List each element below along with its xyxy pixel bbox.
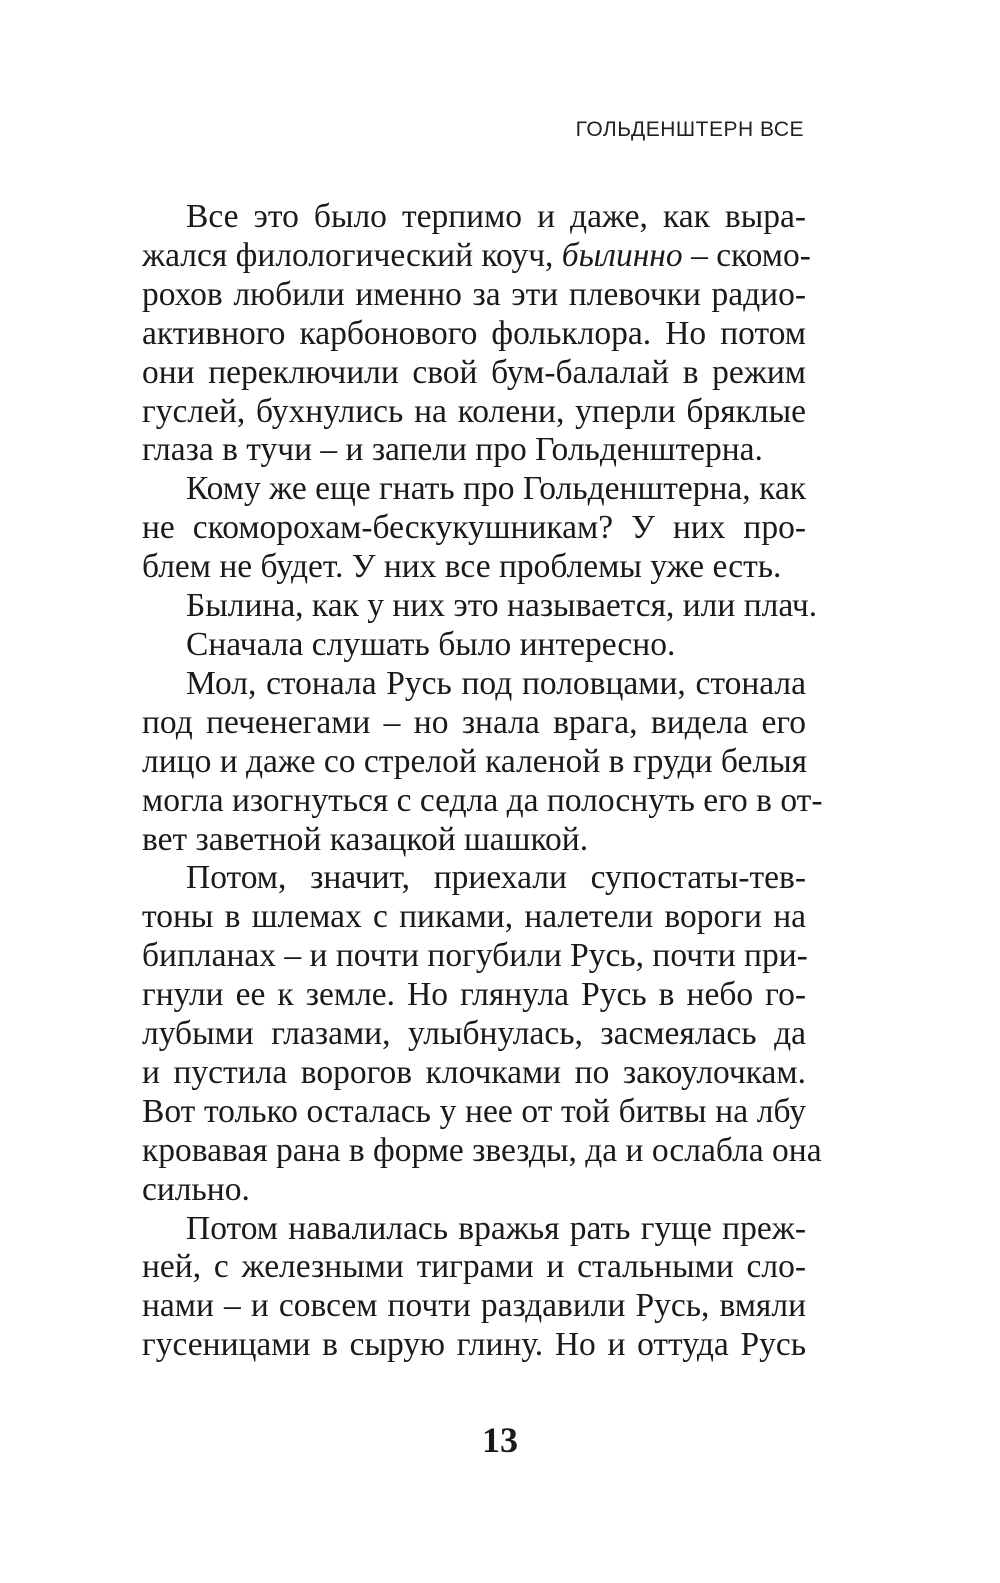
text-line: глаза в тучи – и запели про Гольденштерна.	[142, 431, 763, 469]
text-line: Сначала слушать было интересно.	[186, 625, 676, 663]
text-line: лубыми глазами, улыбнулась, засмеялась да	[142, 1015, 806, 1053]
text-line: они переключили свой бум-балалай в режим	[142, 353, 806, 391]
paragraph-3	[142, 587, 818, 626]
text-line: Кому же еще гнать про Гольденштерна, как	[186, 470, 806, 508]
running-head: ГОЛЬДЕНШТЕРН ВСЕ	[575, 118, 804, 141]
text-line: Все это было терпимо и даже, как выра-	[186, 198, 806, 235]
text-line: Потом навалилась вражья рать гуще преж-	[186, 1209, 806, 1247]
text-line: не скоморохам-бескукушникам? У них про-	[142, 509, 806, 547]
paragraph-6	[142, 859, 822, 1209]
text-line: гусеницами в сырую глину. Но и оттуда Русь	[142, 1326, 806, 1364]
text-line: ней, с железными тиграми и стальными сло-	[142, 1248, 806, 1286]
paragraph-4	[142, 626, 806, 665]
text-line: Былина, как у них это называется, или плач.	[186, 587, 818, 625]
text-line: гуслей, бухнулись на колени, уперли бряклые	[142, 392, 806, 430]
body-text	[142, 198, 823, 1365]
text-line: кровавая рана в форме звезды, да и ослабла она	[142, 1131, 822, 1169]
text-line: рохов любили именно за эти плевочки радио-	[142, 275, 806, 313]
text-line: вет заветной казацкой шашкой.	[142, 820, 589, 858]
text-line: Мол, стонала Русь под половцами, стонала	[186, 664, 806, 702]
text-line: Вот только осталась у нее от той битвы на лбу	[142, 1092, 806, 1130]
paragraph-5	[142, 664, 823, 860]
text-line: сильно.	[142, 1170, 250, 1208]
text-line: блем не будет. У них все проблемы уже есть.	[142, 548, 782, 586]
text-line: гнули ее к земле. Но глянула Русь в небо го-	[142, 976, 806, 1014]
paragraph-1	[142, 198, 811, 470]
text-line: под печенегами – но знала врага, видела его	[142, 703, 806, 741]
text-line-with-italic	[142, 236, 811, 276]
text-span: жался филологический коуч,	[142, 236, 562, 274]
text-line: бипланах – и почти погубили Русь, почти при-	[142, 937, 808, 975]
text-span: – скомо-	[682, 236, 811, 274]
text-line: могла изогнуться с седла да полоснуть его в от-	[142, 781, 823, 819]
text-line: активного карбонового фольклора. Но потом	[142, 314, 806, 352]
paragraph-2	[142, 470, 806, 587]
text-line: Потом, значит, приехали супостаты-тев-	[186, 859, 806, 897]
text-line: тоны в шлемах с пиками, налетели вороги на	[142, 898, 806, 936]
text-line: лицо и даже со стрелой каленой в груди белыя	[142, 742, 807, 780]
paragraph-7	[142, 1210, 806, 1366]
italic-word: былинно	[561, 236, 683, 274]
text-line: нами – и совсем почти раздавили Русь, вмяли	[142, 1287, 806, 1325]
page-number: 13	[482, 1420, 518, 1460]
text-line: и пустила ворогов клочками по закоулочкам.	[142, 1053, 806, 1091]
